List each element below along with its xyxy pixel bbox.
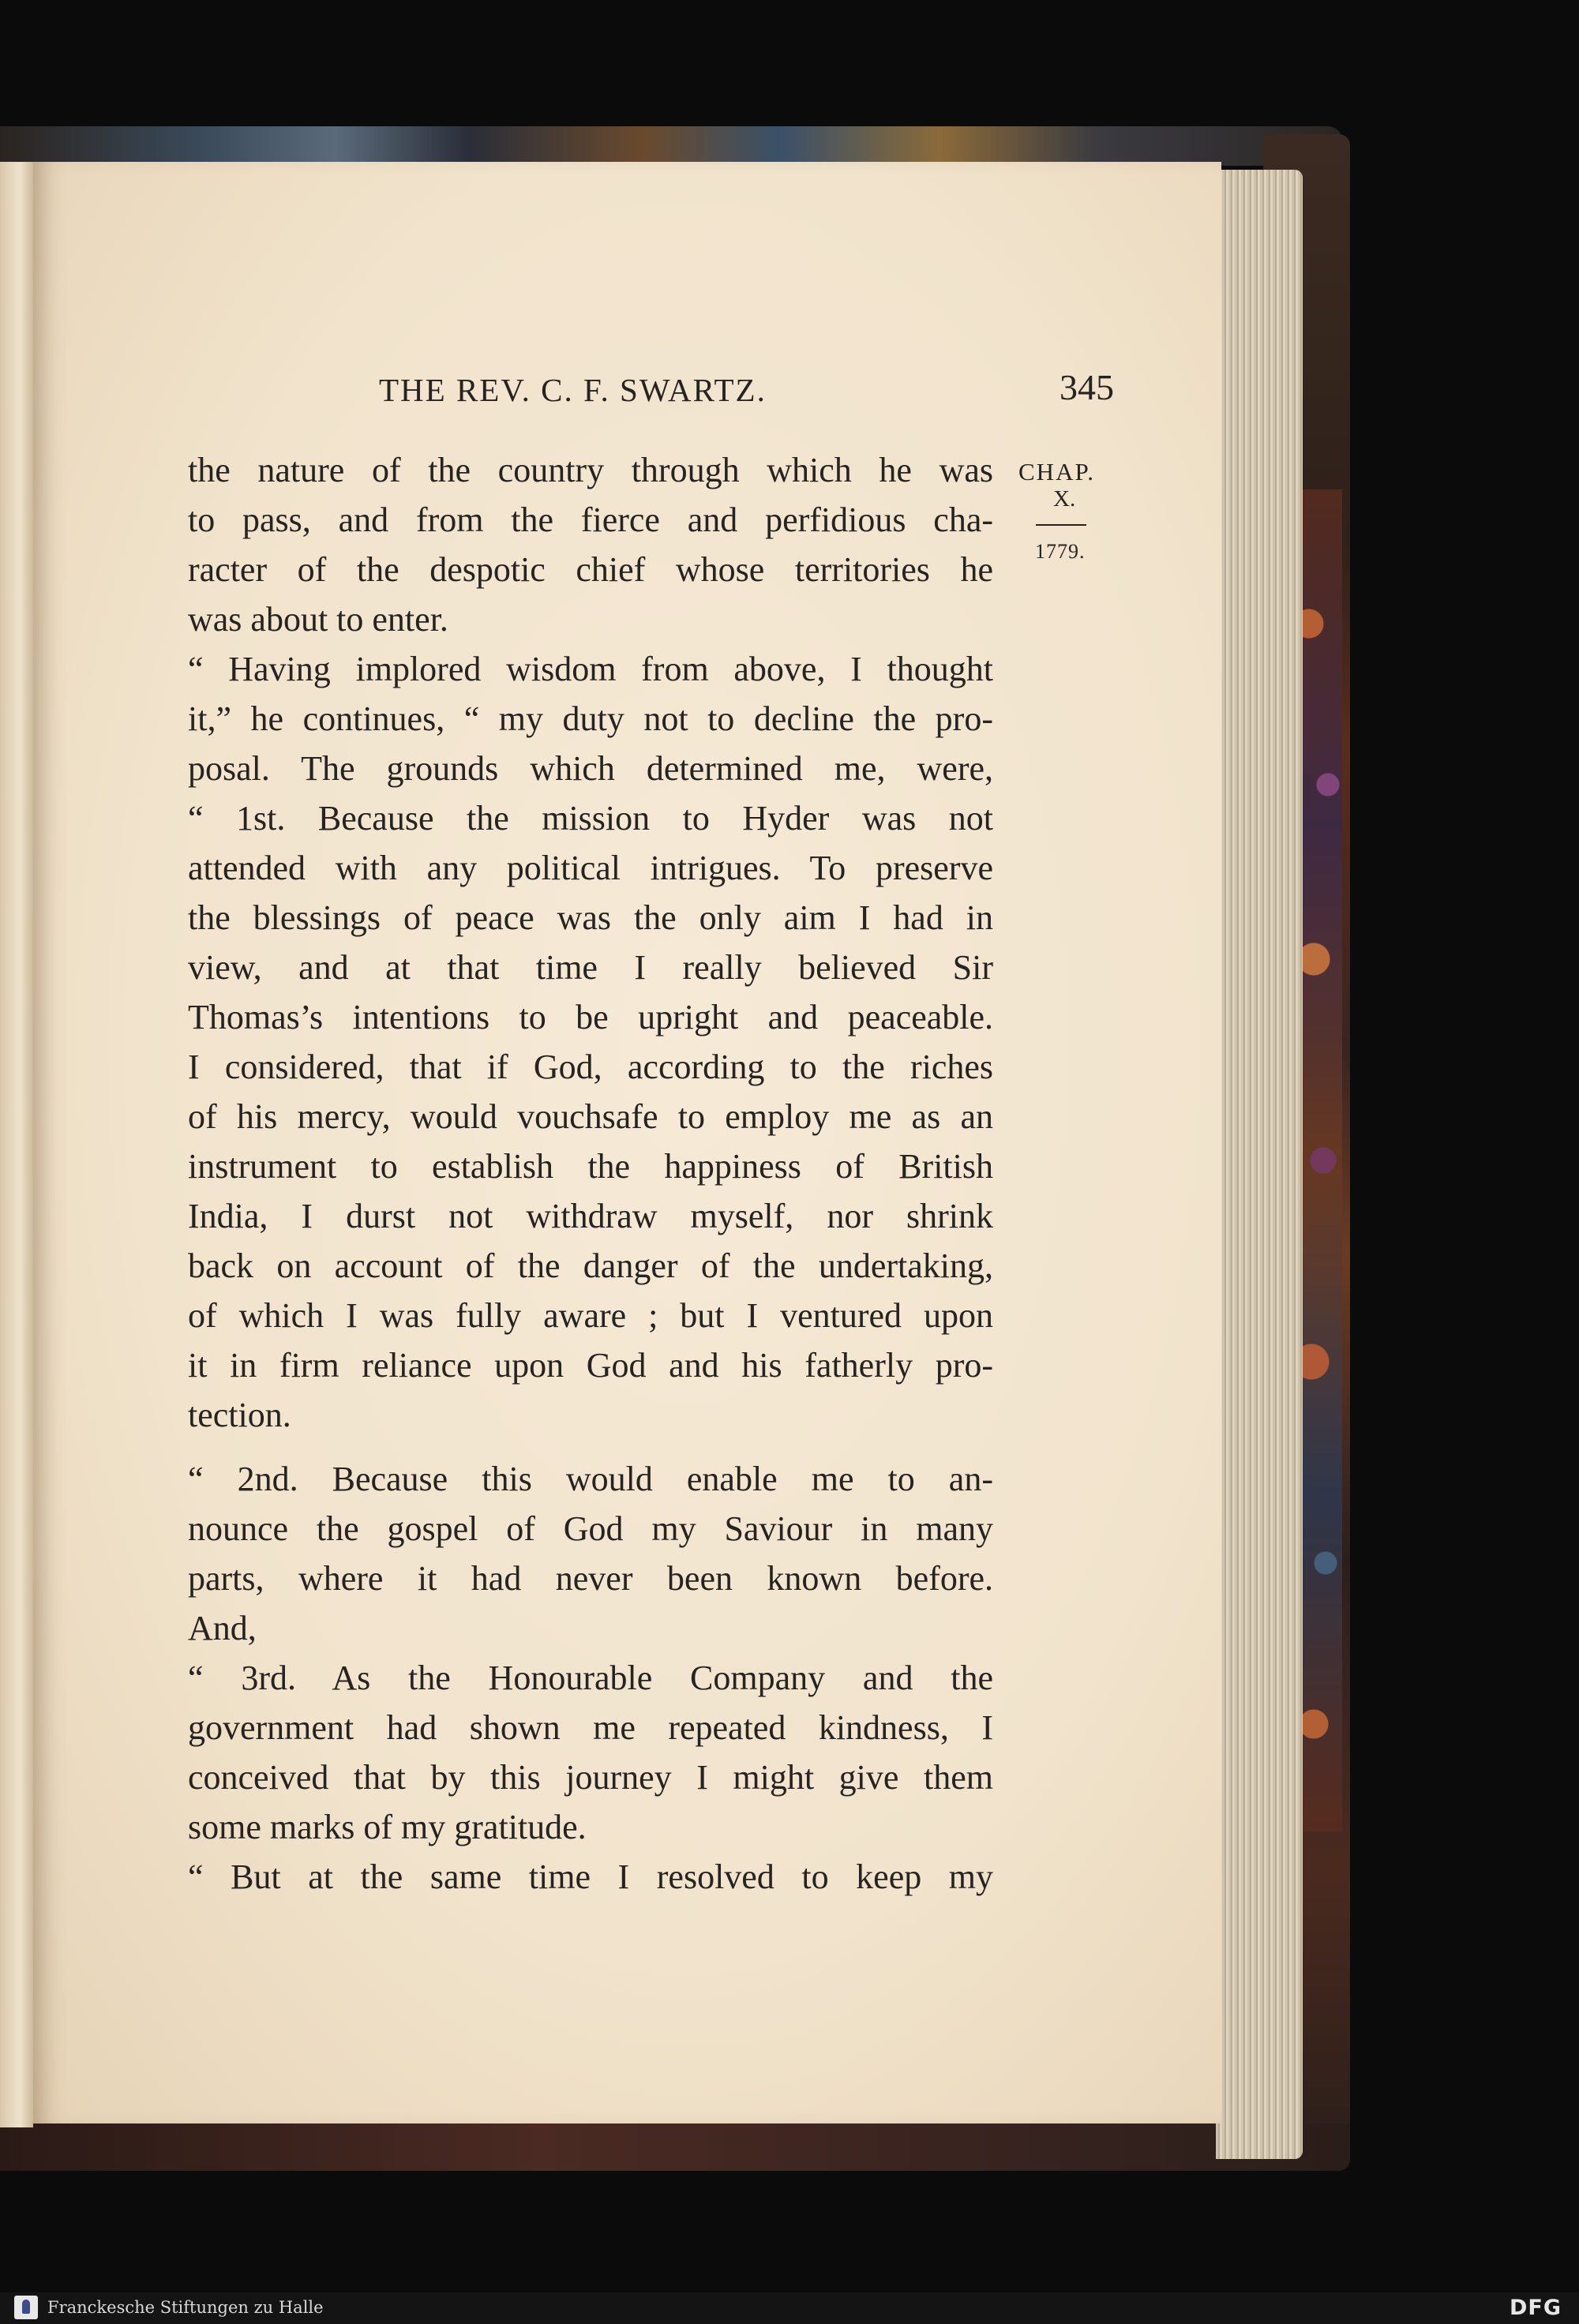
text-line: nounce the gospel of God my Saviour in many (188, 1509, 993, 1548)
text-line: it,” he continues, “ my duty not to decline the pro- (188, 699, 993, 738)
text-line: “ 2nd. Because this would enable me to an- (188, 1460, 993, 1498)
body-text (188, 445, 993, 1902)
text-line: to pass, and from the fierce and perfidious cha- (188, 500, 993, 539)
text-line: posal. The grounds which determined me, were, (188, 749, 993, 788)
page-number: 345 (1060, 367, 1114, 407)
text-line: view, and at that time I really believed Sir (188, 948, 993, 987)
text-line: India, I durst not withdraw myself, nor shrink (188, 1197, 993, 1235)
text-line: tection. (188, 1396, 291, 1434)
text-line: “ Having implored wisdom from above, I thought (188, 650, 993, 688)
margin-chapter-number: X. (1053, 486, 1076, 512)
text-line: of which I was fully aware ; but I ventured upon (188, 1296, 993, 1335)
text-line: attended with any political intrigues. To preserve (188, 849, 993, 887)
margin-chapter-label: CHAP. (1018, 458, 1096, 485)
text-line: Thomas’s intentions to be upright and peaceable. (188, 998, 993, 1036)
book-cover-top-edge (0, 126, 1342, 166)
text-line: conceived that by this journey I might give them (188, 1758, 993, 1797)
text-line: back on account of the danger of the undertaking, (188, 1246, 993, 1285)
foundation-emblem-icon (14, 2296, 38, 2319)
dfg-logo: DFG (1509, 2296, 1562, 2320)
footer-institution: Franckesche Stiftungen zu Halle (47, 2298, 324, 2317)
text-line: of his mercy, would vouchsafe to employ me as an (188, 1097, 993, 1136)
text-line: parts, where it had never been known before. (188, 1559, 993, 1598)
text-line: the nature of the country through which he was (188, 451, 993, 489)
text-line: was about to enter. (188, 600, 448, 639)
text-line: it in firm reliance upon God and his fatherly pro- (188, 1346, 993, 1385)
book-cover-bottom-edge (0, 2123, 1350, 2171)
text-line: “ 1st. Because the mission to Hyder was not (188, 799, 993, 838)
text-line: instrument to establish the happiness of British (188, 1147, 993, 1186)
text-line: racter of the despotic chief whose territories he (188, 550, 993, 589)
running-head: THE REV. C. F. SWARTZ. (379, 372, 767, 408)
text-line: I considered, that if God, according to the riches (188, 1048, 993, 1086)
text-line: government had shown me repeated kindness, I (188, 1708, 993, 1747)
margin-rule (1036, 524, 1086, 526)
text-line: “ But at the same time I resolved to keep my (188, 1857, 993, 1896)
page-block-edges (1216, 170, 1303, 2159)
text-line: And, (188, 1609, 257, 1647)
text-line: some marks of my gratitude. (188, 1808, 587, 1846)
verso-page-edge (0, 162, 33, 2127)
margin-year: 1779. (1035, 540, 1086, 563)
text-line: the blessings of peace was the only aim I had in (188, 898, 993, 937)
text-line: “ 3rd. As the Honourable Company and the (188, 1659, 993, 1697)
